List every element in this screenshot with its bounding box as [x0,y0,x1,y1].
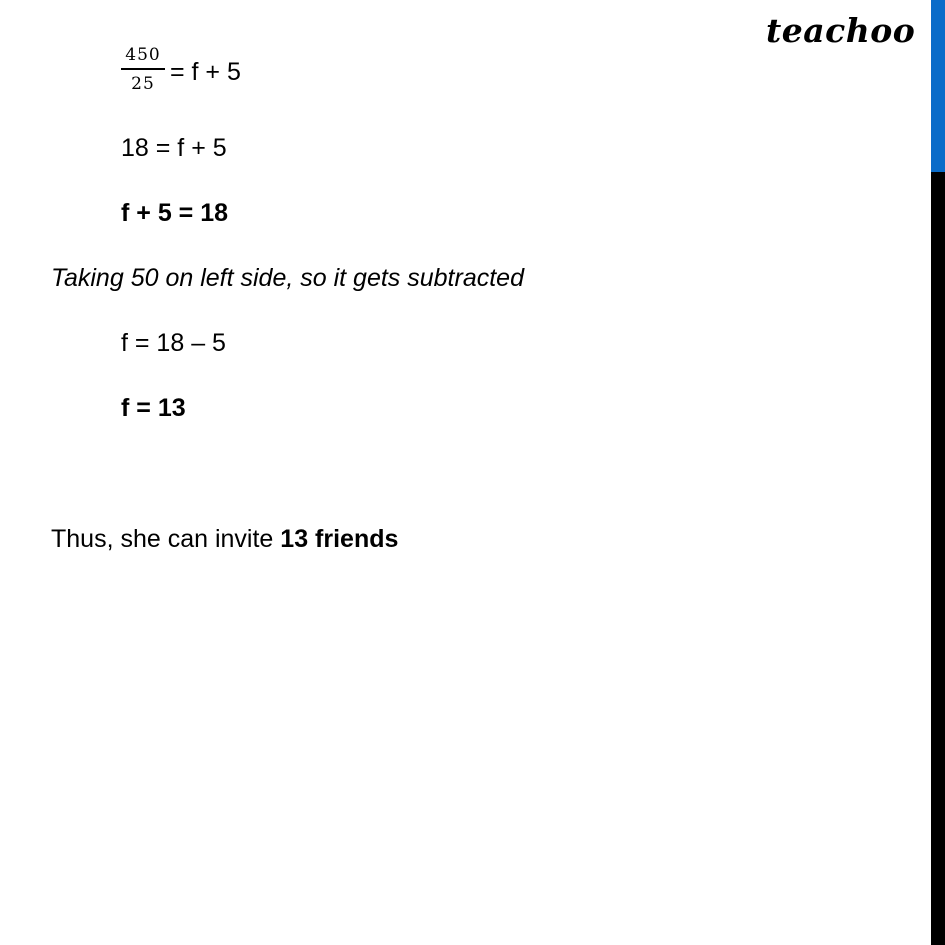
fraction-bar [121,68,165,70]
fraction-numerator: 450 [125,45,161,65]
teachoo-logo: teachoo [766,11,916,50]
equation-step3: f + 5 = 18 [121,199,229,227]
fraction-denominator: 25 [131,73,155,94]
conclusion-prefix: Thus, she can invite [51,525,281,553]
conclusion-text [51,524,398,554]
right-sidebar-bar [931,0,945,945]
explanation-note: Taking 50 on left side, so it gets subtracted [51,264,524,292]
equation-step4: f = 18 – 5 [121,329,226,357]
equation-step1-rhs: = f + 5 [170,58,241,86]
equation-step5-result: f = 13 [121,394,186,422]
conclusion-emphasis: 13 friends [280,525,399,553]
sidebar-accent-blue [931,0,945,172]
fraction-450-over-25 [121,44,165,95]
equation-step2: 18 = f + 5 [121,134,227,162]
